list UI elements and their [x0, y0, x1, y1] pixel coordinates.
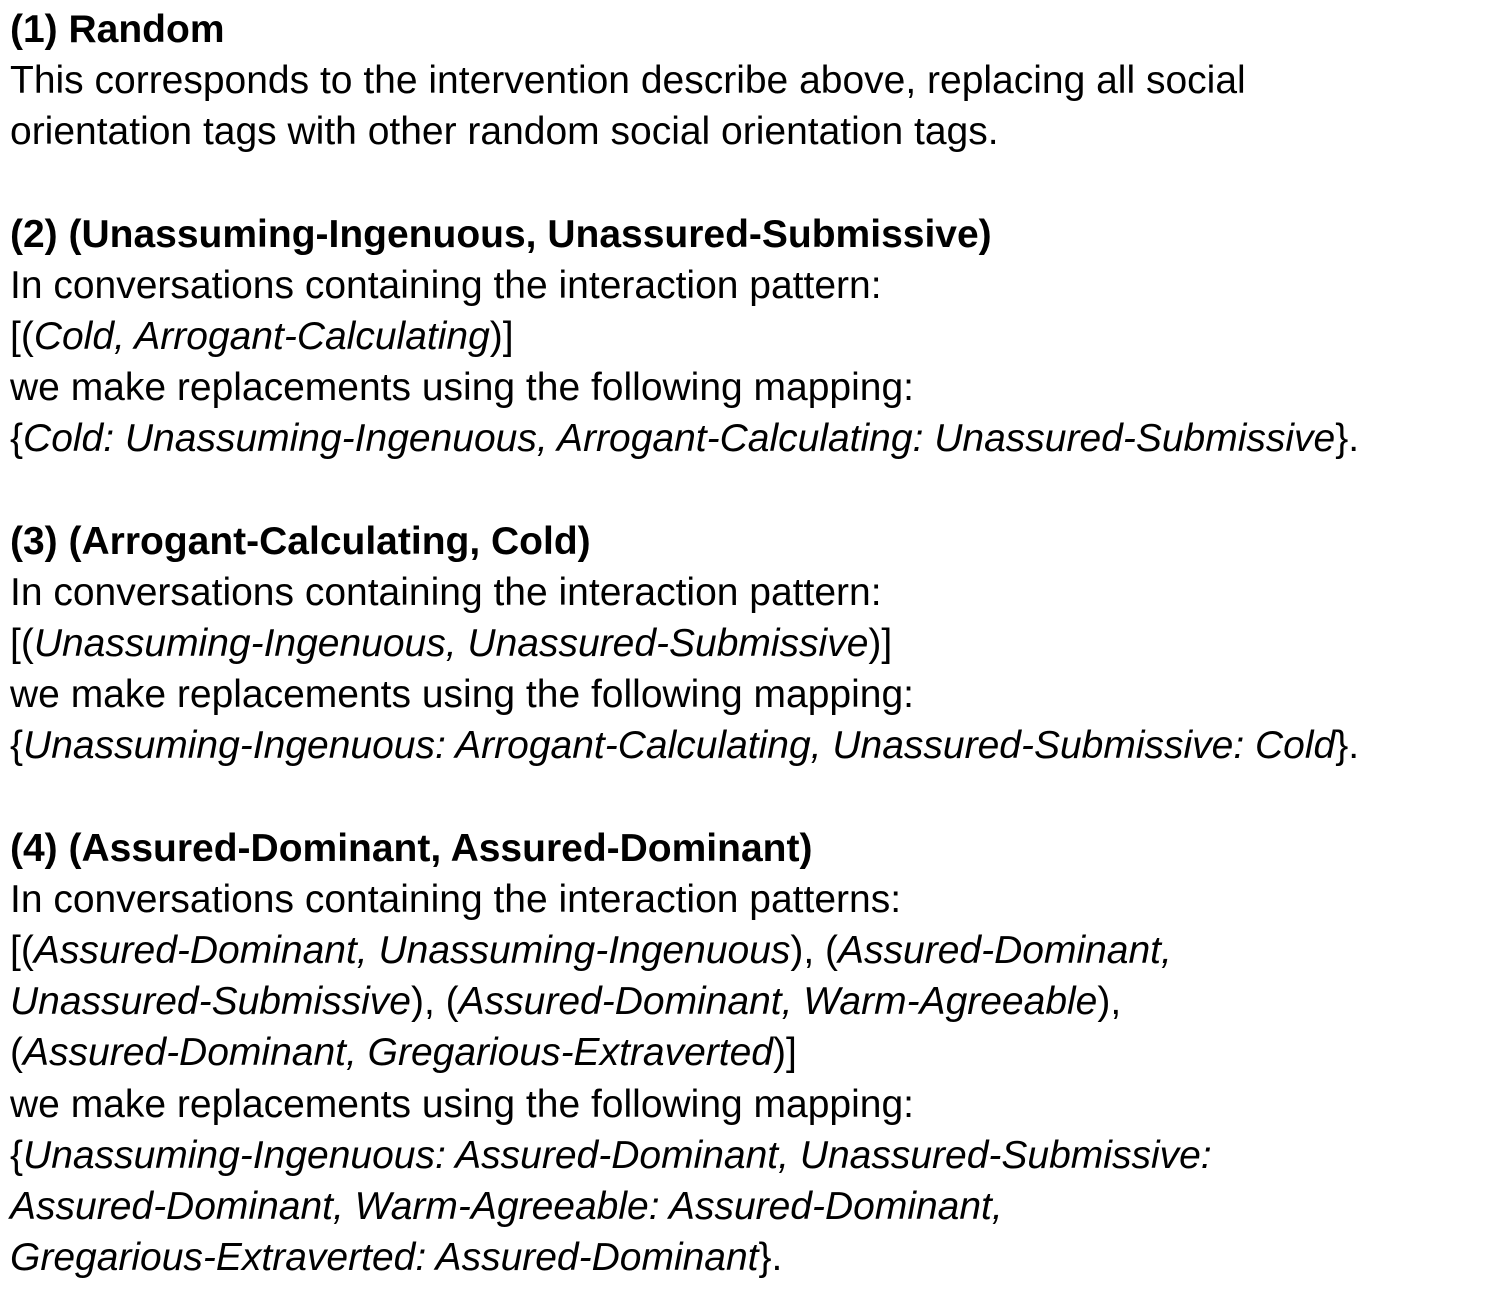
- text-run: ), (: [411, 980, 459, 1024]
- section-1: [10, 4, 1494, 158]
- body-line: [10, 260, 1494, 311]
- italic-term: Assured-Dominant,: [838, 929, 1172, 973]
- text-run: we make replacements using the following mapping:: [10, 673, 914, 717]
- italic-term: Assured-Dominant, Gregarious-Extraverted: [23, 1031, 773, 1075]
- body-line: [10, 1181, 1494, 1232]
- body-line: [10, 1079, 1494, 1130]
- text-run: }.: [1335, 724, 1360, 768]
- text-run: {: [10, 417, 24, 461]
- section-heading: (3) (Arrogant-Calculating, Cold): [10, 519, 591, 563]
- text-run: ), (: [790, 929, 839, 973]
- body-line: [10, 874, 1494, 925]
- italic-term: Assured-Dominant, Unassuming-Ingenuous: [33, 929, 791, 973]
- italic-term: Cold: Unassuming-Ingenuous, Arrogant-Calculating: Unassured-Submissive: [23, 417, 1336, 461]
- body-line: [10, 720, 1494, 771]
- body-line: [10, 976, 1494, 1027]
- section-heading: (1) Random: [10, 8, 225, 51]
- text-run: In conversations containing the interaction pattern:: [10, 570, 882, 614]
- body-line: [10, 1027, 1494, 1078]
- italic-term: Unassuming-Ingenuous: Arrogant-Calculating, Unassured-Submissive: Cold: [23, 724, 1336, 768]
- text-run: [(: [10, 315, 34, 359]
- text-run: )]: [489, 315, 514, 359]
- section-heading: (2) (Unassuming-Ingenuous, Unassured-Submissive): [10, 212, 992, 256]
- body-line: [10, 669, 1494, 720]
- text-run: ),: [1097, 980, 1122, 1024]
- body-line: [10, 311, 1494, 362]
- italic-term: Assured-Dominant, Warm-Agreeable: [458, 980, 1098, 1024]
- body-line: [10, 362, 1494, 413]
- body-line: [10, 413, 1494, 464]
- body-line: [10, 618, 1494, 669]
- text-run: This corresponds to the intervention describe above, replacing all social: [10, 59, 1246, 103]
- document-body: [10, 4, 1494, 1283]
- text-run: }.: [758, 1236, 783, 1280]
- text-run: (: [10, 1031, 23, 1075]
- text-run: }.: [1335, 417, 1360, 461]
- section-2: [10, 209, 1494, 465]
- italic-term: Unassuming-Ingenuous, Unassured-Submissive: [33, 622, 869, 666]
- body-line: [10, 567, 1494, 618]
- text-run: {: [10, 1133, 24, 1177]
- text-run: In conversations containing the interaction patterns:: [10, 877, 902, 921]
- italic-term: Unassuming-Ingenuous: Assured-Dominant, Unassured-Submissive:: [23, 1133, 1212, 1177]
- body-line: [10, 925, 1494, 976]
- italic-term: Unassured-Submissive: [10, 980, 411, 1024]
- text-run: In conversations containing the interaction pattern:: [10, 263, 882, 307]
- body-line: [10, 1232, 1494, 1283]
- text-run: orientation tags with other random social orientation tags.: [10, 110, 999, 154]
- text-run: [(: [10, 622, 34, 666]
- section-heading: (4) (Assured-Dominant, Assured-Dominant): [10, 826, 813, 870]
- section-4: [10, 823, 1494, 1284]
- italic-term: Assured-Dominant, Warm-Agreeable: Assured-Dominant,: [10, 1185, 1003, 1229]
- text-run: we make replacements using the following mapping:: [10, 1082, 914, 1126]
- text-run: we make replacements using the following mapping:: [10, 366, 914, 410]
- body-line: [10, 55, 1494, 106]
- text-run: [(: [10, 929, 34, 973]
- body-line: [10, 1130, 1494, 1181]
- italic-term: Gregarious-Extraverted: Assured-Dominant: [10, 1236, 759, 1280]
- text-run: )]: [868, 622, 893, 666]
- text-run: {: [10, 724, 24, 768]
- italic-term: Cold, Arrogant-Calculating: [33, 315, 490, 359]
- section-3: [10, 516, 1494, 772]
- text-run: )]: [772, 1031, 797, 1075]
- body-line: [10, 106, 1494, 157]
